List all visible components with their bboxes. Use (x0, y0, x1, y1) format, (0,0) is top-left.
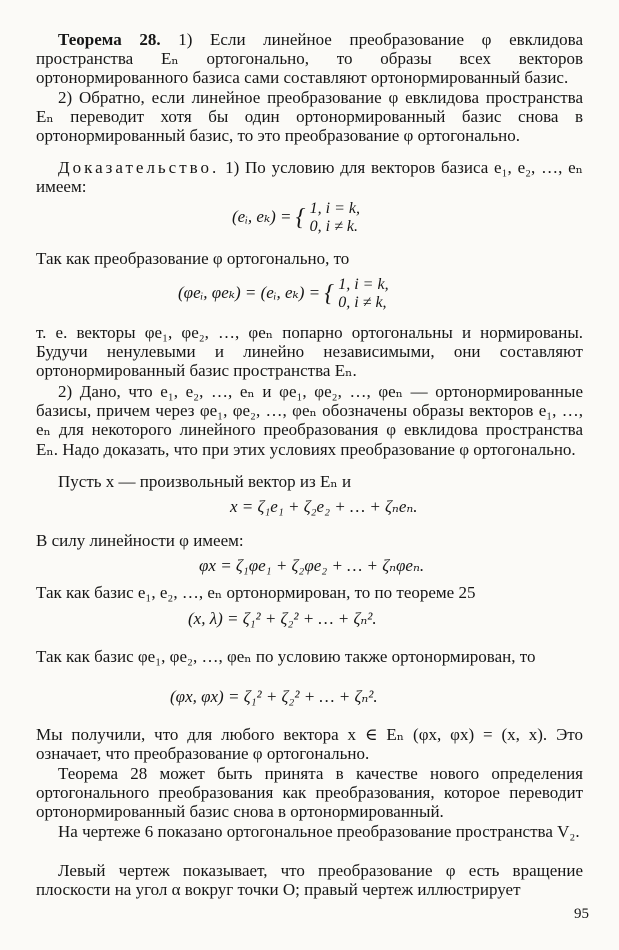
formula-2-left: (φeᵢ, φeₖ) = (eᵢ, eₖ) = (178, 282, 321, 302)
text-line-5: Пусть x — произвольный вектор из Eₙ и (58, 472, 352, 491)
formula-norm-phi-x: (φx, φx) = ζ₁² + ζ₂² + … + ζₙ². (170, 687, 378, 706)
formula-image-expansion: φx = ζ₁φe₁ + ζ₂φe₂ + … + ζₙφeₙ. (199, 556, 425, 575)
paragraph-4: 2) Дано, что e₁, e₂, …, eₙ и φe₁, φe₂, …, φeₙ — ортонормированные базисы, причем через φe₁, φe₂, …, φeₙ обозначены образы векторов e₁, …, eₙ для некоторого линейного преобразования φ евклидова пространства Eₙ. Надо доказать, что при этих условиях преобразование φ ортогонально. (36, 382, 583, 459)
proof-intro: 1) По условию для векторов базиса e₁, e₂, …, eₙ имеем: (36, 158, 583, 197)
formula-2-case-2: 0, i ≠ k, (338, 294, 387, 311)
text-line-6: В силу линейности φ имеем: (36, 531, 244, 550)
formula-1-case-2: 0, i ≠ k. (309, 218, 358, 235)
text-line-2: Так как преобразование φ ортогонально, то (36, 249, 350, 268)
formula-basis-inner-product (232, 200, 360, 236)
formula-image-inner-product (178, 276, 389, 312)
paragraph-10: Теорема 28 может быть принята в качестве нового определения ортогонального преобразования как преобразования, которое переводит ортонормированный базис снова в ортонормированный. (36, 764, 583, 822)
paragraph-11: На чертеже 6 показано ортогональное преобразование пространства V₂. (58, 822, 580, 841)
formula-1-left: (eᵢ, eₖ) = (232, 206, 292, 226)
proof-intro-paragraph (36, 158, 583, 196)
theorem-title: Теорема 28. (58, 30, 161, 49)
theorem-part-1: 1) Если линейное преобразование φ евклидова пространства Eₙ ортогонально, то образы всех векторов ортонормированного базиса сами составляют ортонормированный базис. (36, 30, 584, 88)
paragraph-9: Мы получили, что для любого вектора x ∈ Eₙ (φx, φx) = (x, x). Это означает, что преобразование φ ортогонально. (36, 725, 583, 764)
page-number: 95 (574, 906, 589, 922)
paragraph-12: Левый чертеж показывает, что преобразование φ есть вращение плоскости на угол α вокруг точки O; правый чертеж иллюстрирует (36, 861, 583, 900)
brace-icon: { (324, 281, 334, 307)
formula-2-case-1: 1, i = k, (338, 276, 389, 293)
formula-vector-expansion: x = ζ₁e₁ + ζ₂e₂ + … + ζₙeₙ. (230, 497, 418, 516)
paragraph-8: Так как базис φe₁, φe₂, …, φeₙ по условию также ортонормирован, то (36, 647, 536, 666)
proof-label: Доказательство. (58, 158, 220, 177)
text-line-7: Так как базис e₁, e₂, …, eₙ ортонормирован, то по теореме 25 (36, 583, 476, 602)
paragraph-3: т. е. векторы φe₁, φe₂, …, φeₙ попарно ортогональны и нормированы. Будучи ненулевыми и линейно независимыми, они составляют ортонормированный базис пространства Eₙ. (36, 323, 583, 381)
theorem-paragraph (36, 30, 583, 88)
theorem-part-2: 2) Обратно, если линейное преобразование φ евклидова пространства Eₙ переводит хотя бы один ортонормированный базис снова в ортонормированный базис, то это преобразование φ ортогонально. (36, 88, 583, 146)
brace-icon: { (295, 205, 306, 231)
formula-2-cases (338, 276, 388, 312)
formula-1-cases (310, 200, 360, 236)
formula-norm-x: (x, λ) = ζ₁² + ζ₂² + … + ζₙ². (188, 609, 377, 628)
formula-1-case-1: 1, i = k, (309, 200, 360, 217)
